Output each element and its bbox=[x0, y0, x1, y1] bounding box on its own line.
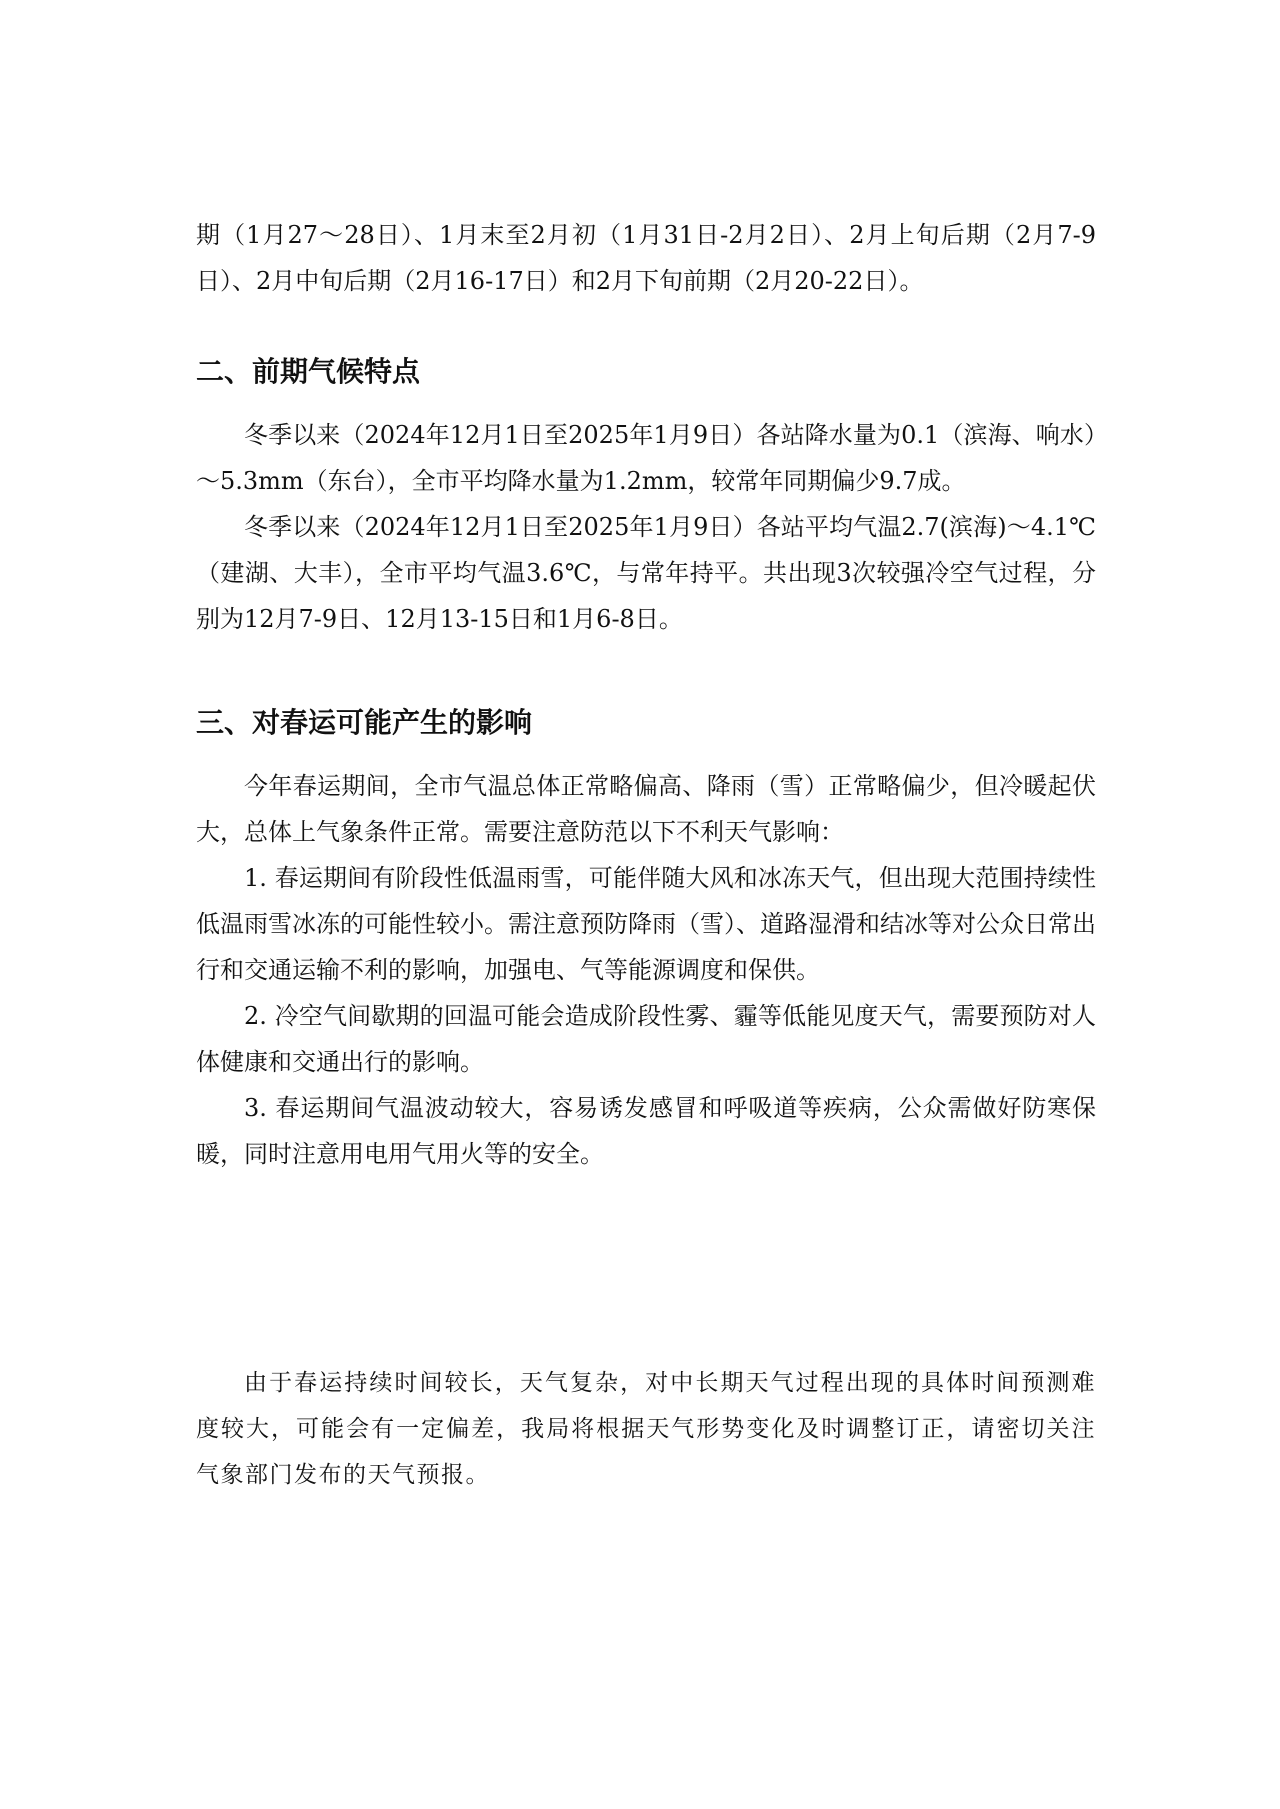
section-impact bbox=[196, 703, 1096, 743]
list-item-impact-1: 1. 春运期间有阶段性低温雨雪，可能伴随大风和冰冻天气，但出现大范围持续性低温雨雪冰冻的可能性较小。需注意预防降雨（雪）、道路湿滑和结冰等对公众日常出行和交通运输不利的影响，加强电、气等能源调度和保供。 bbox=[196, 864, 1096, 984]
forecast-note-paragraph: 由于春运持续时间较长，天气复杂，对中长期天气过程出现的具体时间预测难度较大，可能会有一定偏差，我局将根据天气形势变化及时调整订正，请密切关注气象部门发布的天气预报。 bbox=[196, 1370, 1096, 1488]
intro-paragraph: 期（1月27～28日）、1月末至2月初（1月31日-2月2日）、2月上旬后期（2月7-9日）、2月中旬后期（2月16-17日）和2月下旬前期（2月20-22日）。 bbox=[196, 221, 1096, 295]
list-item-impact-3: 3. 春运期间气温波动较大，容易诱发感冒和呼吸道等疾病，公众需做好防寒保暖，同时注意用电用气用火等的安全。 bbox=[196, 1094, 1096, 1168]
list-item-impact-2: 2. 冷空气间歇期的回温可能会造成阶段性雾、霾等低能见度天气，需要预防对人体健康和交通出行的影响。 bbox=[196, 1002, 1096, 1076]
section-heading-climate: 二、前期气候特点 bbox=[196, 355, 421, 388]
intro-section bbox=[196, 212, 1096, 304]
section-climate-body bbox=[196, 412, 1096, 642]
section-climate-features bbox=[196, 352, 1096, 392]
forecast-note bbox=[196, 1360, 1096, 1498]
paragraph-temperature: 冬季以来（2024年12月1日至2025年1月9日）各站平均气温2.7(滨海)～4.1℃（建湖、大丰），全市平均气温3.6℃，与常年持平。共出现3次较强冷空气过程，分别为12月7-9日、12月13-15日和1月6-8日。 bbox=[196, 513, 1096, 633]
paragraph-precipitation: 冬季以来（2024年12月1日至2025年1月9日）各站降水量为0.1（滨海、响水）～5.3mm（东台），全市平均降水量为1.2mm，较常年同期偏少9.7成。 bbox=[196, 421, 1096, 495]
section-impact-body bbox=[196, 763, 1096, 1177]
paragraph-impact-summary: 今年春运期间，全市气温总体正常略偏高、降雨（雪）正常略偏少，但冷暖起伏大，总体上气象条件正常。需要注意防范以下不利天气影响： bbox=[196, 772, 1096, 846]
section-heading-impact: 三、对春运可能产生的影响 bbox=[196, 706, 533, 739]
